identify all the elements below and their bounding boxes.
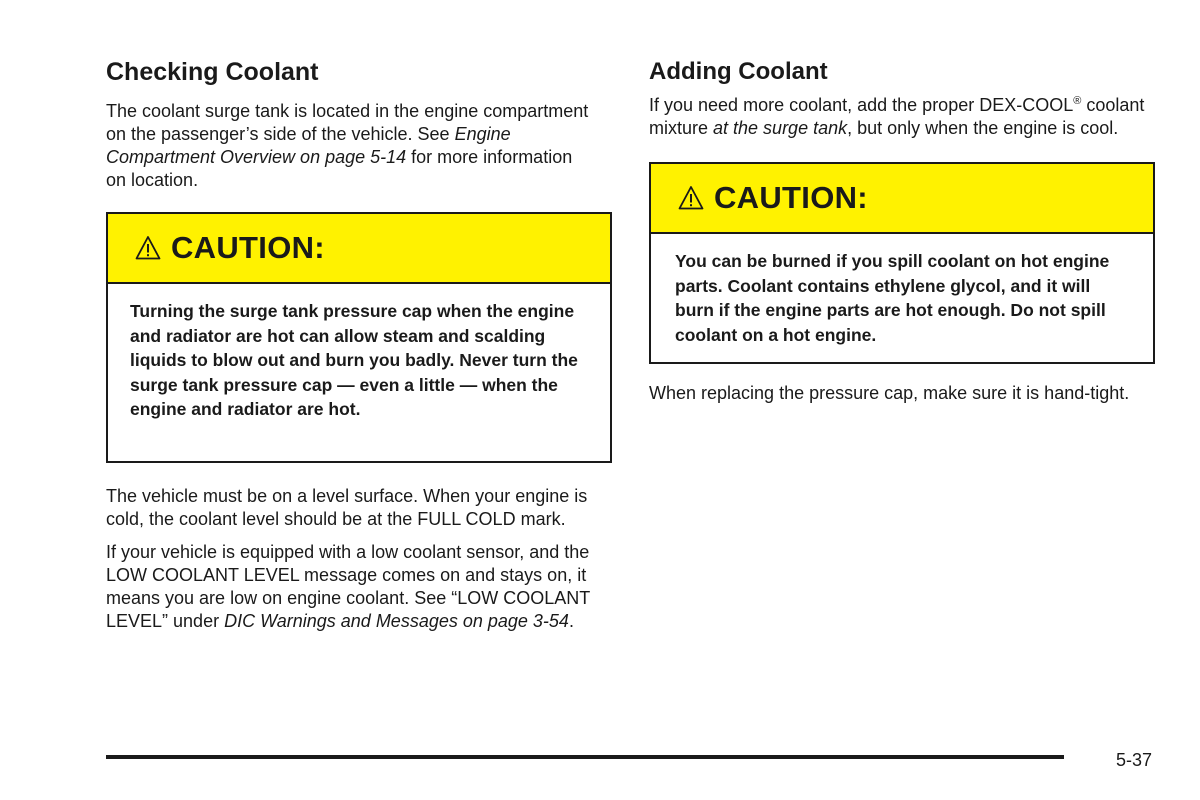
caution-title: CAUTION: bbox=[171, 230, 325, 265]
checking-coolant-intro: The coolant surge tank is located in the engine compartment on the passenger’s side of the vehicle. See Engine Compartment Overview on page 5-14 for more information on location. bbox=[106, 101, 589, 190]
level-surface-paragraph: The vehicle must be on a level surface. When your engine is cold, the coolant level should be at the FULL COLD mark. bbox=[106, 486, 588, 529]
caution-box-spill bbox=[649, 162, 1155, 364]
left-column bbox=[106, 56, 612, 633]
caution-title: CAUTION: bbox=[714, 180, 868, 215]
caution-box-surge-tank bbox=[106, 212, 612, 463]
page-number: 5-37 bbox=[1116, 750, 1153, 770]
warning-triangle-icon bbox=[678, 185, 704, 211]
footer-rule bbox=[106, 755, 1064, 759]
caution-header bbox=[108, 214, 610, 284]
adding-coolant-intro: If you need more coolant, add the proper DEX-COOL® coolant mixture at the surge tank, but only when the engine is cool. bbox=[649, 95, 1145, 138]
engine-compartment-overview-reference: Engine Compartment Overview on page 5-14 bbox=[106, 124, 511, 167]
caution-header bbox=[651, 164, 1153, 234]
low-coolant-sensor-paragraph: If your vehicle is equipped with a low coolant sensor, and the LOW COOLANT LEVEL message comes on and stays on, it means you are low on engine coolant. See “LOW COOLANT LEVEL” under DIC Warnings and Messages on page 3-54. bbox=[106, 542, 590, 631]
dic-warnings-reference: DIC Warnings and Messages on page 3-54 bbox=[224, 611, 569, 631]
checking-coolant-heading: Checking Coolant bbox=[106, 58, 319, 86]
surge-tank-emphasis: at the surge tank bbox=[713, 118, 848, 138]
adding-coolant-heading: Adding Coolant bbox=[649, 58, 828, 85]
right-column bbox=[649, 56, 1155, 405]
pressure-cap-paragraph: When replacing the pressure cap, make sure it is hand-tight. bbox=[649, 383, 1130, 403]
warning-triangle-icon bbox=[135, 235, 161, 261]
caution-text: You can be burned if you spill coolant on hot engine parts. Coolant contains ethylene glycol, and it will burn if the engine parts are hot enough. Do not spill coolant on a hot engine. bbox=[675, 251, 1110, 345]
caution-text: Turning the surge tank pressure cap when the engine and radiator are hot can allow steam and scalding liquids to blow out and burn you badly. Never turn the surge tank pressure cap — even a little — when the engine and radiator are hot. bbox=[130, 301, 578, 419]
registered-mark: ® bbox=[1073, 95, 1082, 107]
